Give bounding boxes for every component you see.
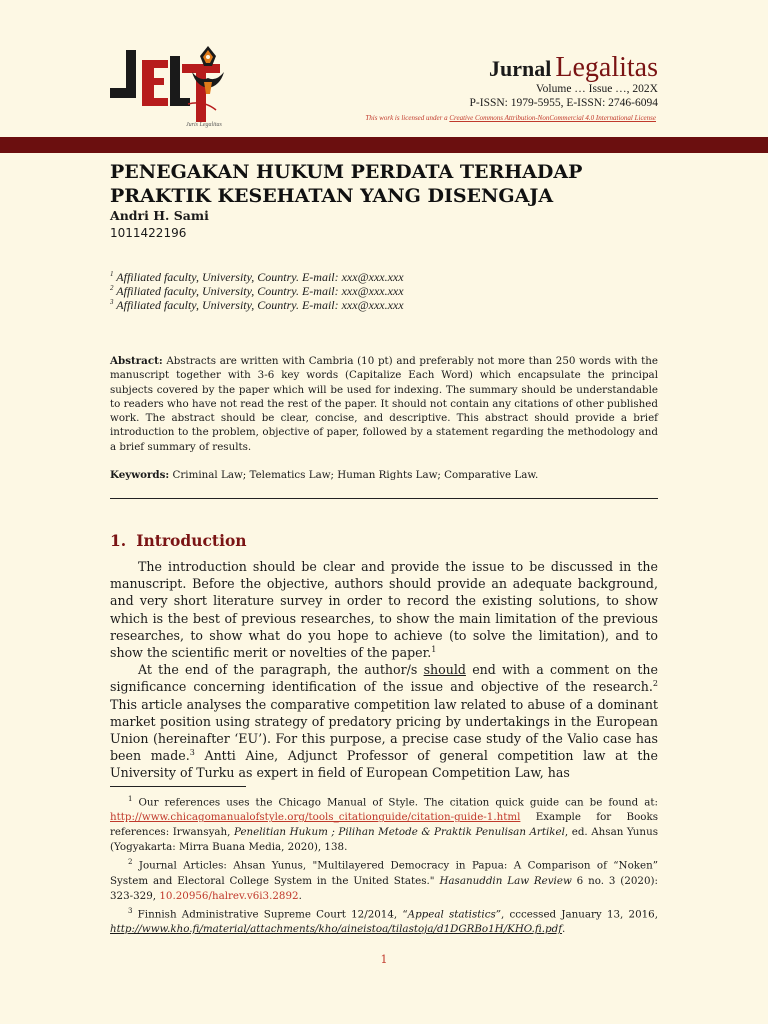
section-number: 1.	[110, 531, 127, 550]
footnote-2-text-c: .	[298, 889, 302, 902]
svg-text:Juris Legalitas: Juris Legalitas	[186, 122, 222, 128]
footnote-3-link[interactable]: http://www.kho.fi/material/attachments/kho/aineistoa/tilastoja/d1DGRBo1H/KHO.fi.pdf	[110, 923, 563, 936]
paragraph-1-text: The introduction should be clear and provide the issue to be discussed in the manuscript. Before the objective, authors should provide an adequate background, and very short literature survey in order to record the existing solutions, to show which is the best of previous researches, to show the main limitation of the previous researches, to show what do you hope to achieve (to solve the limitation), and to show the scientific merit or novelties of the paper.	[110, 559, 658, 661]
paragraph-2-text-a: At the end of the paragraph, the author/s	[138, 662, 424, 678]
footnote-2-text-b: 6 no. 3 (2020): 323-329,	[110, 874, 659, 902]
footnote-1	[110, 792, 658, 855]
affiliation-3-text: Affiliated faculty, University, Country. E-mail: xxx@xxx.xxx	[116, 298, 404, 312]
section-divider	[110, 498, 658, 499]
footnote-2-doi-link[interactable]: 10.20956/halrev.v6i3.2892	[159, 889, 299, 902]
journal-issn: P-ISSN: 1979-5955, E-ISSN: 2746-6094	[469, 97, 658, 109]
affiliation-1: $^1$ Affiliated faculty, University, Country. E-mail: xxx@xxx.xxx	[110, 270, 404, 284]
journal-logo	[108, 42, 244, 132]
footnote-ref-2[interactable]: 2	[652, 679, 658, 689]
footnote-3	[110, 904, 658, 937]
abstract-label: Abstract:	[110, 355, 163, 367]
journal-title-word2: Legalitas	[555, 52, 658, 83]
footnote-2	[110, 855, 658, 903]
license-link[interactable]: Creative Commons Attribution-NonCommercial 4.0 International License	[449, 114, 656, 122]
author-name: Andri H. Sami	[110, 208, 209, 223]
paragraph-1	[110, 558, 658, 661]
affiliation-2-text: Affiliated faculty, University, Country. E-mail: xxx@xxx.xxx	[116, 284, 404, 298]
keywords-text: Criminal Law; Telematics Law; Human Rights Law; Comparative Law.	[172, 469, 539, 481]
footnote-1-text-b: Example for Books references: Irwansyah,	[110, 811, 658, 839]
footnote-3-italic: Appeal statistics”	[407, 908, 502, 921]
footnote-1-book-title: Penelitian Hukum ; Pilihan Metode & Praktik Penulisan Artikel	[233, 826, 565, 839]
jelt-logo-icon	[108, 42, 244, 132]
paragraph-2-text-b: end with a comment on the significance concerning identification of the issue and objective of the research.	[110, 662, 658, 695]
section-heading	[110, 531, 247, 550]
footnotes	[110, 792, 658, 937]
footnote-2-journal: Hasanuddin Law Review	[439, 874, 572, 887]
footnote-3-text-c: .	[562, 923, 566, 936]
page-number: 1	[380, 953, 388, 966]
footnote-ref-1[interactable]: 1	[431, 644, 437, 654]
footnote-2-text-a: Journal Articles: Ahsan Yunus, "Multilayered Democracy in Papua: A Comparison of “Noken” System and Electoral College System in the United States."	[110, 859, 658, 887]
footnote-1-text-a: Our references uses the Chicago Manual of Style. The citation quick guide can be found at:	[132, 796, 658, 809]
footnote-2-number: 2	[128, 858, 133, 867]
paragraph-2-text-d: Antti Aine, Adjunct Professor of general competition law at the University of Turku as expert in field of European Competition Law, has	[110, 748, 658, 781]
journal-title-word1: Jurnal	[489, 56, 552, 81]
section-body	[110, 558, 658, 782]
keywords	[110, 469, 658, 481]
license-prefix: This work is licensed under a	[365, 114, 450, 122]
paper-title: PENEGAKAN HUKUM PERDATA TERHADAP PRAKTIK KESEHATAN YANG DISENGAJA	[110, 161, 583, 207]
affiliation-2: $^2$ Affiliated faculty, University, Country. E-mail: xxx@xxx.xxx	[110, 284, 404, 298]
footnote-1-number: 1	[128, 795, 133, 803]
paragraph-2-underlined: should	[423, 662, 466, 678]
section-title: Introduction	[136, 531, 247, 550]
affiliation-1-text: Affiliated faculty, University, Country. E-mail: xxx@xxx.xxx	[116, 270, 404, 284]
footnote-ref-3[interactable]: 3	[189, 748, 195, 758]
footnote-separator	[110, 786, 246, 787]
keywords-label: Keywords:	[110, 469, 170, 481]
abstract-text: Abstracts are written with Cambria (10 pt) and preferably not more than 250 words with the manuscript together with 3-6 key words (Capitalize Each Word) which encapsulate the principal subjects covered by the paper which will be used for indexing. The summary should be understandable to readers who have not read the rest of the paper. It should not contain any citations of other published work. The abstract should be clear, concise, and descriptive. This abstract should provide a brief introduction to the problem, objective of paper, followed by a statement regarding the methodology and a brief summary of results.	[110, 355, 658, 453]
paragraph-2-text-c: This article analyses the comparative competition law related to abuse of a dominant market position using strategy of predatory pricing by undertakings in the European Union (hereinafter ‘EU’). For this purpose, a precise case study of the Valio case has been made.	[110, 696, 658, 764]
license-notice	[365, 114, 656, 122]
affiliation-3: $^3$ Affiliated faculty, University, Country. E-mail: xxx@xxx.xxx	[110, 298, 404, 312]
paragraph-2	[110, 661, 658, 781]
abstract	[110, 354, 658, 454]
header-banner	[0, 137, 768, 153]
journal-volume: Volume … Issue …, 202X	[535, 83, 658, 95]
journal-title	[470, 54, 658, 82]
author-id: 1011422196	[110, 226, 187, 240]
footnote-1-link[interactable]: http://www.chicagomanualofstyle.org/tools_citationguide/citation-guide-1.html	[110, 811, 521, 824]
footnote-3-text-a: Finnish Administrative Supreme Court 12/2014, “	[132, 908, 408, 921]
footnote-1-text-c: , ed. Ahsan Yunus (Yogyakarta: Mirra Buana Media, 2020), 138.	[110, 826, 658, 854]
journal-header	[470, 54, 658, 110]
footnote-3-text-b: , cccessed January 13, 2016,	[501, 908, 658, 921]
footnote-3-number: 3	[128, 906, 133, 915]
